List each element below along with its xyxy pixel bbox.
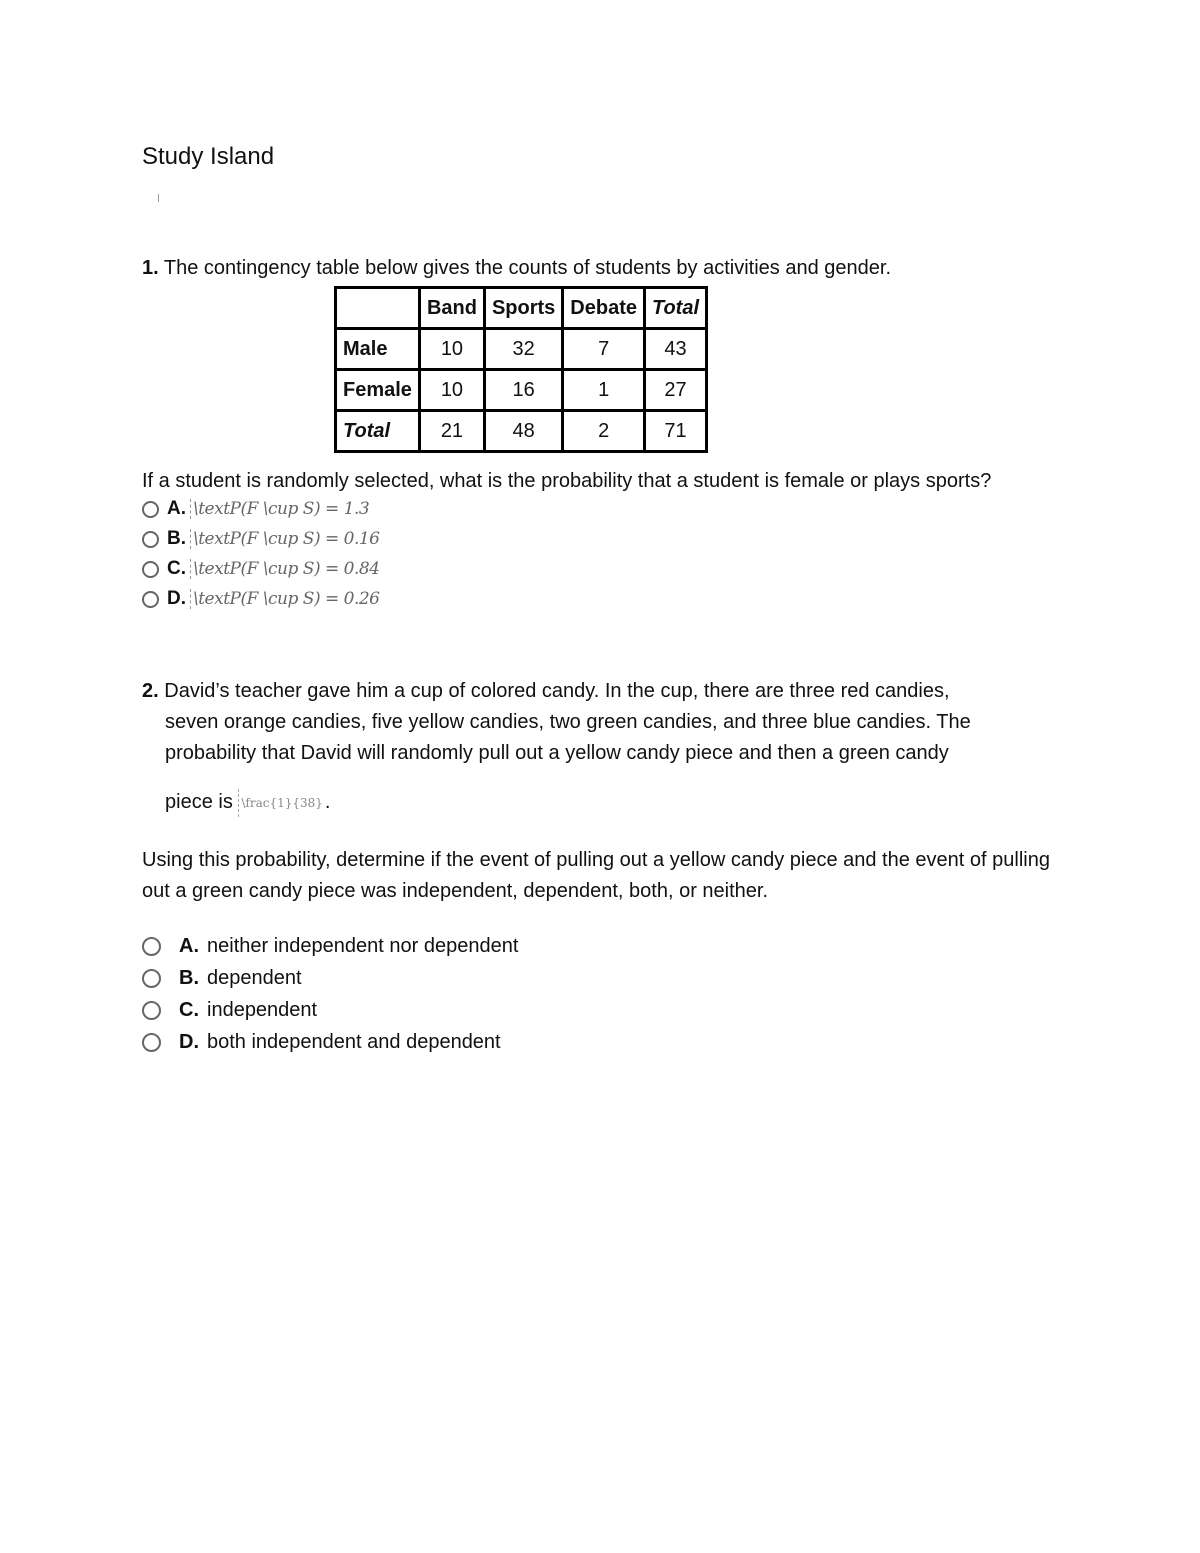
choice-text: both independent and dependent xyxy=(207,1030,501,1053)
question-1-prompt: If a student is randomly selected, what is the probability that a student is female or plays sports? xyxy=(142,470,992,492)
table-cell: 10 xyxy=(419,370,484,411)
column-header-band: Band xyxy=(419,288,484,329)
table-row-total xyxy=(336,411,707,452)
table-cell: 71 xyxy=(644,411,706,452)
choice-text: neither independent nor dependent xyxy=(207,934,519,957)
question-2-stem-suffix: . xyxy=(324,791,331,813)
column-header-debate: Debate xyxy=(563,288,645,329)
table-corner-cell xyxy=(336,288,420,329)
choice-label: C. xyxy=(167,558,186,579)
formula-image: \textP(F \cup S) = 0.16 xyxy=(190,529,379,549)
question-2-stem-line: David’s teacher gave him a cup of colored candy. In the cup, there are three red candies, xyxy=(164,680,950,702)
row-header-total: Total xyxy=(336,411,420,452)
radio-button-icon[interactable] xyxy=(142,561,159,578)
choice-text: independent xyxy=(207,998,318,1021)
choice-label: B. xyxy=(179,966,199,989)
question-1-number: 1. xyxy=(142,257,159,279)
column-header-sports: Sports xyxy=(484,288,562,329)
question-2-stem xyxy=(142,676,1042,818)
choice-2b[interactable] xyxy=(142,962,518,994)
row-header-female: Female xyxy=(336,370,420,411)
question-2-choices xyxy=(142,930,518,1058)
radio-button-icon[interactable] xyxy=(142,591,159,608)
question-1-stem-text: The contingency table below gives the counts of students by activities and gender. xyxy=(163,257,892,279)
choice-2a[interactable] xyxy=(142,930,518,962)
formula-image: \textP(F \cup S) = 1.3 xyxy=(190,499,369,519)
question-2-number: 2. xyxy=(142,680,159,702)
table-cell: 21 xyxy=(419,411,484,452)
row-header-male: Male xyxy=(336,329,420,370)
table-cell: 27 xyxy=(644,370,706,411)
question-2-prompt: Using this probability, determine if the event of pulling out a yellow candy piece and the event of pulling out a green candy piece was independent, dependent, both, or neither. xyxy=(142,849,1050,902)
radio-button-icon[interactable] xyxy=(142,937,161,956)
contingency-table xyxy=(334,286,708,453)
table-row-female xyxy=(336,370,707,411)
table-cell: 2 xyxy=(563,411,645,452)
divider-mark xyxy=(158,194,159,202)
column-header-total: Total xyxy=(644,288,706,329)
choice-label: D. xyxy=(179,1030,199,1053)
choice-1d[interactable] xyxy=(142,584,379,614)
probability-image: \frac{1}{38} xyxy=(238,789,325,817)
choice-2c[interactable] xyxy=(142,994,518,1026)
table-cell: 32 xyxy=(484,329,562,370)
choice-1a[interactable] xyxy=(142,494,379,524)
question-2-stem-line: seven orange candies, five yellow candies, two green candies, and three blue candies. The xyxy=(165,711,971,733)
question-2-stem-line-4 xyxy=(142,787,1042,818)
radio-button-icon[interactable] xyxy=(142,531,159,548)
radio-button-icon[interactable] xyxy=(142,501,159,518)
choice-text: dependent xyxy=(207,966,302,989)
radio-button-icon[interactable] xyxy=(142,1033,161,1052)
table-cell: 7 xyxy=(563,329,645,370)
formula-image: \textP(F \cup S) = 0.26 xyxy=(190,589,379,609)
table-row-male xyxy=(336,329,707,370)
table-cell: 16 xyxy=(484,370,562,411)
choice-1c[interactable] xyxy=(142,554,379,584)
choice-1b[interactable] xyxy=(142,524,379,554)
choice-label: A. xyxy=(167,498,186,519)
question-2-stem-line: probability that David will randomly pull out a yellow candy piece and then a green candy xyxy=(165,742,949,764)
table-cell: 10 xyxy=(419,329,484,370)
choice-label: A. xyxy=(179,934,199,957)
radio-button-icon[interactable] xyxy=(142,1001,161,1020)
page-title: Study Island xyxy=(142,143,275,170)
choice-label: B. xyxy=(167,528,186,549)
choice-2d[interactable] xyxy=(142,1026,518,1058)
table-cell: 1 xyxy=(563,370,645,411)
choice-label: D. xyxy=(167,588,186,609)
question-2-stem-prefix: piece is xyxy=(165,791,233,813)
choice-label: C. xyxy=(179,998,199,1021)
question-1-choices xyxy=(142,494,379,614)
table-cell: 48 xyxy=(484,411,562,452)
table-cell: 43 xyxy=(644,329,706,370)
formula-image: \textP(F \cup S) = 0.84 xyxy=(190,559,379,579)
question-1-stem xyxy=(142,253,891,284)
radio-button-icon[interactable] xyxy=(142,969,161,988)
table-header-row xyxy=(336,288,707,329)
